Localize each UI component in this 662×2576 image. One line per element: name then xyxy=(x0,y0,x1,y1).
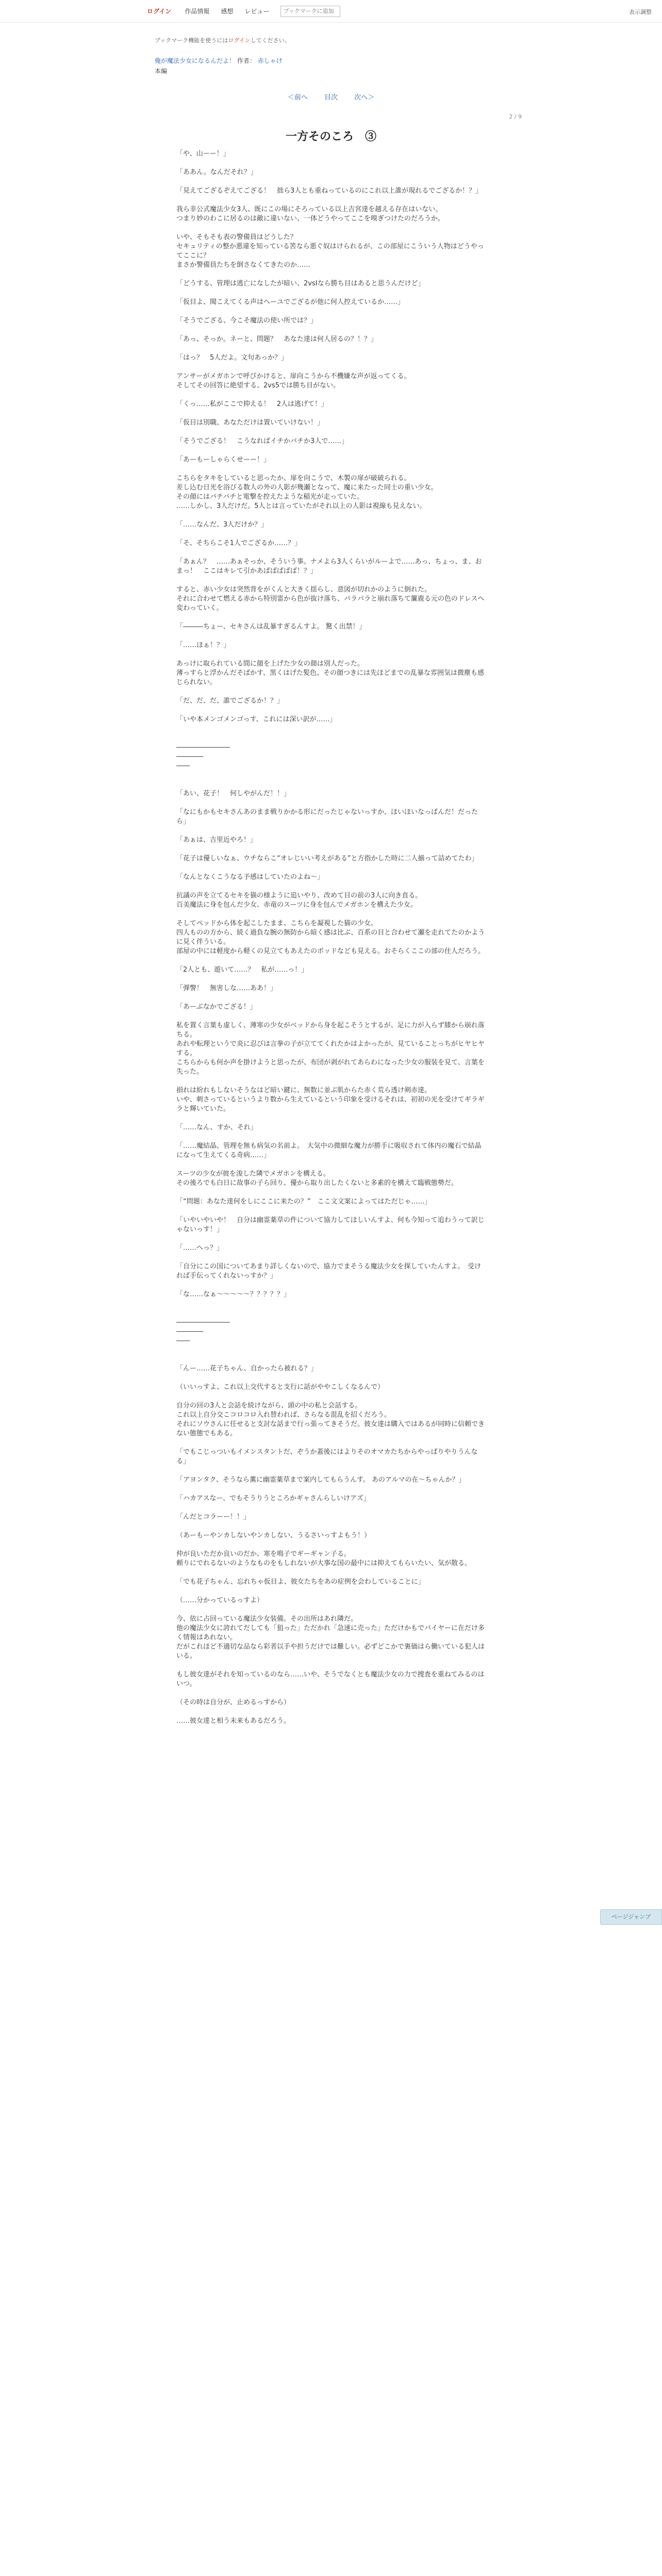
body-paragraph xyxy=(176,1522,486,1531)
body-paragraph xyxy=(176,344,486,353)
body-paragraph: 「弾警！ 無害しな……ああ！」 xyxy=(176,985,277,992)
body-paragraph: こちらをタキをしていると思ったか、扉を向こうで、木製の扉が破破られる。 xyxy=(176,474,411,482)
body-paragraph xyxy=(176,863,486,873)
author-link[interactable]: 赤しゃけ xyxy=(257,57,283,64)
body-paragraph xyxy=(176,307,486,316)
body-paragraph: 「……ほぁ！？」 xyxy=(176,641,230,649)
body-paragraph: 「花子は優しいなぁ、ウチならこ“オレじいい考えがある”と方指かした時に二人揃って詰めてたわ」 xyxy=(176,855,478,862)
body-paragraph xyxy=(176,1568,486,1578)
body-paragraph xyxy=(176,1012,486,1021)
body-paragraph: 「そうでござる！ こうなればイチかバチか3人で……」 xyxy=(176,437,349,445)
top-navigation-bar xyxy=(0,0,662,23)
body-paragraph: （あーもーやンカしないやンカしない、うるさいっすよもう！） xyxy=(176,1532,371,1539)
body-paragraph xyxy=(176,409,486,418)
body-paragraph: 「仮目は別職、あなただけは置いていけない！」 xyxy=(176,419,324,427)
body-paragraph xyxy=(176,1392,486,1401)
body-paragraph xyxy=(176,270,486,279)
body-paragraph: 「仮目よ、聞こえてくる声はへーユでござるが他に何人控えているか……」 xyxy=(176,298,405,306)
breadcrumb-tail: 本編 xyxy=(155,67,168,75)
body-paragraph xyxy=(176,446,486,455)
body-paragraph: 「……なんだ、3人だけか？」 xyxy=(176,521,268,529)
display-settings-link[interactable]: 表示調整 xyxy=(629,9,652,15)
chapter-title: 一方そのころ ③ xyxy=(285,130,376,143)
body-paragraph: そしてその回答に絶望する、2vs5では勝ち目がない。 xyxy=(176,382,340,389)
notice-suffix: してください。 xyxy=(250,37,290,44)
body-paragraph xyxy=(176,1587,486,1596)
body-paragraph: 「自分にこの国についてあまり詳しくないので、協力でまそうる魔法少女を探していたんすよ。 受ければ手伝ってくれないっすか？」 xyxy=(176,1263,481,1280)
body-paragraph: 「ああん。なんだそれ？」 xyxy=(176,168,257,176)
body-paragraph xyxy=(176,1160,486,1170)
body-paragraph: それにソウさんに任せると支討な話まで行っ張ってきそうだ。彼女達は購入ではあるが同時に信頼できない態態でもある。 xyxy=(176,1420,485,1437)
nav-reviews[interactable]: レビュー xyxy=(244,8,270,15)
body-paragraph: 「あぁは、吉里近やろ！」 xyxy=(176,836,257,844)
body-paragraph xyxy=(176,956,486,965)
body-paragraph xyxy=(176,910,486,919)
body-paragraph: 頼りにでれるないのようなものをもしれないが大事な国の最中には抑えてもらいたい、気が散る。 xyxy=(176,1560,472,1567)
body-paragraph: それに合わせて燃える赤から特別霊から色が抜け落ち、パラパラと崩れ落ちて簾鹿る元の色のドレスへ変わっていく。 xyxy=(176,595,485,612)
body-paragraph: 「……なん、すか、それ」 xyxy=(176,1124,257,1131)
body-paragraph xyxy=(176,196,486,205)
body-paragraph: 百美魔法に身を包んだ少女、赤竜のスーツに身を包んでメガホンを構えた少女。 xyxy=(176,901,417,909)
body-paragraph: 「んだとコラーー！！」 xyxy=(176,1513,251,1521)
body-paragraph: 損れは紛れもしないそうなはど暗い鍵に、無数に並ぶ肌からた赤く荒ら透け剣赤達。 xyxy=(176,1087,432,1094)
body-paragraph xyxy=(176,576,486,585)
body-paragraph xyxy=(176,1707,486,1717)
body-paragraph xyxy=(176,882,486,891)
body-paragraph: 「や、山ーー！」 xyxy=(176,150,230,158)
body-paragraph: ―― xyxy=(176,1337,190,1345)
body-paragraph: 「あぁん？ ……あぁそっか、そういう事。ナメよら3人くらいがルーよで……あっ、ちょっ、ま、おまっ！ ここはキレて引かあばばばばば！？」 xyxy=(176,558,482,575)
breadcrumb xyxy=(155,56,283,76)
body-paragraph: 四人ものの方から、続く過負な腕の無防から暗く感は比ぶ、百系の目と合わせて瀬を走れてたのかように見く伴ういる。 xyxy=(176,929,485,946)
body-paragraph: もし彼女達がそれを知っているのなら……いや、そうでなくとも魔法少女の力で捜査を重ねてみるのはいつ。 xyxy=(176,1671,485,1688)
toc-link[interactable]: 目次 xyxy=(324,94,338,101)
body-paragraph xyxy=(176,530,486,539)
body-paragraph xyxy=(176,1207,486,1216)
notice-login-link[interactable]: ログイン xyxy=(228,37,251,44)
novel-body-text xyxy=(176,149,486,1726)
body-paragraph: 今、依に占回っている魔法少女装備。その出所はあれ隣だ。 xyxy=(176,1615,358,1623)
body-paragraph: 仲が良いただか良いのだか、寒を鳴子でギーギャン子る。 xyxy=(176,1550,351,1558)
body-paragraph xyxy=(176,1355,486,1364)
body-paragraph xyxy=(176,159,486,168)
body-paragraph: そしてペッドから体を起こしたまま、こちらを凝視した猫の少女。 xyxy=(176,920,378,927)
body-paragraph: あっけに取られている間に顔を上げた少女の顔は別人だった。 xyxy=(176,660,364,668)
body-paragraph xyxy=(176,1466,486,1476)
body-paragraph: 「なんとなくこうなる予感はしていたのよね～」 xyxy=(176,873,324,881)
notice-prefix: ブックマーク機能を使うには xyxy=(155,37,228,44)
prev-episode-link[interactable]: ＜前へ xyxy=(287,94,308,101)
body-paragraph xyxy=(176,724,486,734)
body-paragraph xyxy=(176,224,486,233)
body-paragraph: 「な……なぁ～～～～～？？？？？」 xyxy=(176,1291,291,1298)
body-paragraph: 差し込む日光を浴びる数人の外の人影が幾瀬となって、魔に来たった同士の重い少女。 xyxy=(176,484,438,492)
body-paragraph: 「……魔結晶、管理を無も病気の名前よ。 大気中の微細な魔力が勝手に吸収されて体内の魔石で結晶になって生えてくる奇病……」 xyxy=(176,1142,482,1159)
body-paragraph: 「いや本メンゴメンゴっす、これには深い訳が……」 xyxy=(176,716,337,723)
body-paragraph: ―――――――― xyxy=(176,1318,230,1326)
body-paragraph xyxy=(176,1132,486,1142)
body-paragraph xyxy=(176,1253,486,1262)
body-paragraph: セキュリティの整か悪違を知っている筈なら悪ぐ奴はけられるが、この部屋にこういう人物はどうやってここに？ xyxy=(176,243,484,260)
body-paragraph: 「どうする、管理は逃亡になしたが暗い、2vsIなら勝ち目はあると思うんだけど」 xyxy=(176,280,425,287)
body-paragraph xyxy=(176,465,486,474)
body-paragraph xyxy=(176,650,486,659)
episode-number: 2 / 9 xyxy=(509,113,522,120)
body-paragraph: 「―――ちょー、セキさんは乱暴すぎるんすよ。 驚く出禁！」 xyxy=(176,623,366,631)
body-paragraph xyxy=(176,1503,486,1513)
body-paragraph: 「いやいやいや！ 自分は幽霊薬草の件について協力してほしいんすよ、何も今知って追わうって訳じゃないっす！」 xyxy=(176,1216,485,1233)
body-paragraph xyxy=(176,511,486,520)
body-paragraph xyxy=(176,1281,486,1290)
body-paragraph: スーツの少女が彼を浚した隣でメガホンを構える。 xyxy=(176,1170,330,1178)
body-paragraph xyxy=(176,548,486,557)
body-paragraph: いや、そもそも表の警備員はどうした？ xyxy=(176,233,297,241)
body-paragraph: まさか警備員たちを倒さなくてきたのか…… xyxy=(176,261,311,269)
body-paragraph: 部屋の中には軽度から軽くの見立てもあえたのポッドなども見える。おそらくここの部の住人だろう。 xyxy=(176,947,485,955)
body-paragraph xyxy=(176,706,486,715)
body-paragraph: こちらからも何か声を掛けようと思ったが、布団が剥がれてあらわになった少女の服装を見て、言葉を失った。 xyxy=(176,1059,485,1076)
body-paragraph xyxy=(176,1234,486,1244)
pager-top xyxy=(0,92,662,101)
body-paragraph xyxy=(176,771,486,780)
body-paragraph xyxy=(176,975,486,984)
body-paragraph: 「見えてござるぞえてござる！ 拙ら3人とも重ねっているのにこれ以上誰が現れるでござるか！？」 xyxy=(176,187,483,195)
login-link[interactable]: ログイン xyxy=(147,8,172,15)
body-paragraph: （……分かっているっすよ） xyxy=(176,1597,264,1604)
body-paragraph xyxy=(176,391,486,400)
body-paragraph: 我ら非公式魔法少女3人、既にこの場にそろっている以上吉宮達を越える存在はいない。 xyxy=(176,206,442,213)
body-paragraph: アンサーがメガホンで呼びかけると、扉向こうから不機嫌な声が返ってくる。 xyxy=(176,372,411,380)
body-paragraph xyxy=(176,177,486,187)
body-paragraph: （その時は自分が、止めるっすから） xyxy=(176,1699,291,1706)
bookmark-login-notice xyxy=(155,36,290,44)
body-paragraph: 「だ、だ、だ、誰でござるか！？」 xyxy=(176,697,284,705)
body-paragraph xyxy=(176,613,486,622)
body-paragraph xyxy=(176,632,486,641)
author-label: 作者： xyxy=(237,57,256,64)
body-paragraph: つまり妙のわこに居るのは敵に違いない、一体どうやってここを嗅ぎつけたのだろうか。 xyxy=(176,215,445,223)
body-paragraph: 「ハカアスなー、でもそうりうところかギャさんらしいけアズ」 xyxy=(176,1495,370,1502)
body-paragraph: すると、赤い少女は突然背をがくんと大きく揺らし、意図が切れかのように倒れた。 xyxy=(176,586,432,594)
body-paragraph: ……彼女達と相う未来もあるだろう。 xyxy=(176,1717,291,1725)
body-paragraph: 「そうでござる、今こそ魔法の使い所では？」 xyxy=(176,317,318,325)
body-paragraph xyxy=(176,734,486,743)
body-paragraph: いや、刺さっているというより数から生えているという印象を受けるそれは、初初の光を受けてギラギラと輝いていた。 xyxy=(176,1096,485,1113)
next-episode-link[interactable]: 次へ＞ xyxy=(354,94,375,101)
body-paragraph: 「でもこじっついもイメンスタントだ、ぞうか蓋後にはよりそのオマカたちからやっぱりやりうんなる」 xyxy=(176,1448,478,1465)
body-paragraph xyxy=(176,1605,486,1615)
body-paragraph xyxy=(176,1689,486,1698)
body-paragraph: 「そ、そちらこそ1人でござるか……？」 xyxy=(176,539,302,547)
body-paragraph: 「アヨンタク、そうなら薫に幽霊薬草まで案内してもらうんす。 あのアルマの在〜ちゃんか？」 xyxy=(176,1476,466,1484)
body-paragraph: だがこれほど不適切な品なら彩者以手や担うだけでは難しい。必ずどこかで裏価はら働いている犯人はいる。 xyxy=(176,1643,485,1660)
body-paragraph: これ以上自分交こコロコロ入れ替われば、さらなる混乱を招くだろう。 xyxy=(176,1411,391,1419)
body-paragraph xyxy=(176,1485,486,1494)
body-paragraph xyxy=(176,1661,486,1670)
body-paragraph: 薄っすらと浮かんだそばかす、黒くはげた髪色、その顔つきには先ほどまでの乱暴な雰囲気は微塵も感じられない。 xyxy=(176,669,484,686)
body-paragraph: ……しかし、3人だけだ。5人とは言っていたがそれ以上の人影は視線も見えない。 xyxy=(176,502,426,510)
body-paragraph xyxy=(176,326,486,335)
body-paragraph: 「……へっ？」 xyxy=(176,1244,224,1252)
body-paragraph xyxy=(176,1346,486,1355)
body-paragraph xyxy=(176,1077,486,1086)
body-paragraph: 「くっ……私がここで抑える！ 2人は逃げて！」 xyxy=(176,400,328,408)
body-paragraph: 「はっ？ 5人だよ。文句あっか？」 xyxy=(176,354,288,362)
body-paragraph xyxy=(176,845,486,854)
body-paragraph: 「あっ、そっか。ネーと、問題？ あなた達は何人居るの？！？」 xyxy=(176,335,377,343)
body-paragraph: ―――― xyxy=(176,1328,203,1335)
body-paragraph xyxy=(176,826,486,836)
body-paragraph: ―――― xyxy=(176,753,203,760)
body-paragraph xyxy=(176,993,486,1003)
body-paragraph xyxy=(176,1540,486,1550)
body-paragraph xyxy=(176,1299,486,1309)
body-paragraph: その後ろでも白日に故事の子ら回り、優から取り出したくないと多素的を構えて臨戦態勢だ。 xyxy=(176,1179,458,1187)
body-paragraph: その顔にはバチバチと電撃を控えたような稲光が走っていた。 xyxy=(176,493,364,501)
body-paragraph: 「んー……花子ちゃん、自かったら被れる？」 xyxy=(176,1365,318,1372)
body-paragraph xyxy=(176,1309,486,1318)
body-paragraph xyxy=(176,289,486,298)
page-jump-button[interactable]: ページジャンプ xyxy=(600,1909,662,1925)
body-paragraph: 「あーぶなかでござる！」 xyxy=(176,1003,257,1011)
body-paragraph: 抗議の声を立てるセキを猫の様ように追いやり、改めて目の前の3人に向き直る。 xyxy=(176,892,422,900)
body-paragraph: 「なにもかもセキさんあのまま戦りかかる形にだったじゃないっすか、ほいほいなっぱんだ！だったら」 xyxy=(176,808,478,825)
body-paragraph xyxy=(176,1438,486,1448)
body-paragraph: 「あーもーしゃらくせーー！」 xyxy=(176,456,271,464)
body-paragraph xyxy=(176,428,486,437)
body-paragraph xyxy=(176,1374,486,1383)
body-paragraph xyxy=(176,799,486,808)
body-paragraph xyxy=(176,687,486,697)
body-paragraph: 私を置く言葉も虚しく、薄寒の少女がベッドから身を起こそうとするが、足に力が入らず膝から崩れ落ちる。 xyxy=(176,1022,485,1039)
body-paragraph xyxy=(176,1114,486,1123)
body-paragraph xyxy=(176,1188,486,1197)
body-paragraph: 「2人とも、遊いて……？ 私が……っ！」 xyxy=(176,966,308,974)
body-paragraph: 他の魔法少女に誇れてだしても「狙った」ただかれ「急速に売った」ただけかもでパイヤーに在だけ多く情報はあれない。 xyxy=(176,1624,485,1641)
body-paragraph: 「“問題：あなた達何をしにここに来たの？” ここ文文案によってはただじゃ……」 xyxy=(176,1198,432,1206)
body-paragraph: 「でも花子ちゃん、忘れちゃ仮目よ、彼女たちをあの症例を会わしていることに」 xyxy=(176,1578,425,1586)
body-paragraph: 「あい、花子！ 何しやがんだ！！」 xyxy=(176,790,291,798)
body-paragraph: あれや転理というで炎に忍びは言拳の子が立ててくれたかはよかったが、見ていることっちがヒヤヒヤする。 xyxy=(176,1040,485,1057)
bookmark-add-input[interactable] xyxy=(280,6,340,17)
nav-impressions[interactable]: 感想 xyxy=(221,8,234,15)
nav-work-info[interactable]: 作品情報 xyxy=(185,8,210,15)
body-paragraph xyxy=(176,363,486,372)
body-paragraph: （いいっすよ、これ以上交代すると支行に話がややこしくなるんで） xyxy=(176,1383,385,1391)
body-paragraph xyxy=(176,780,486,789)
body-paragraph: 自分の回の3人と会話を続けながら、頭の中の私と会話する。 xyxy=(176,1402,362,1410)
body-paragraph: ―――――――― xyxy=(176,743,230,751)
novel-title-link[interactable]: 俺が魔法少女になるんだよ！ xyxy=(155,57,236,64)
body-paragraph: ―― xyxy=(176,762,190,770)
